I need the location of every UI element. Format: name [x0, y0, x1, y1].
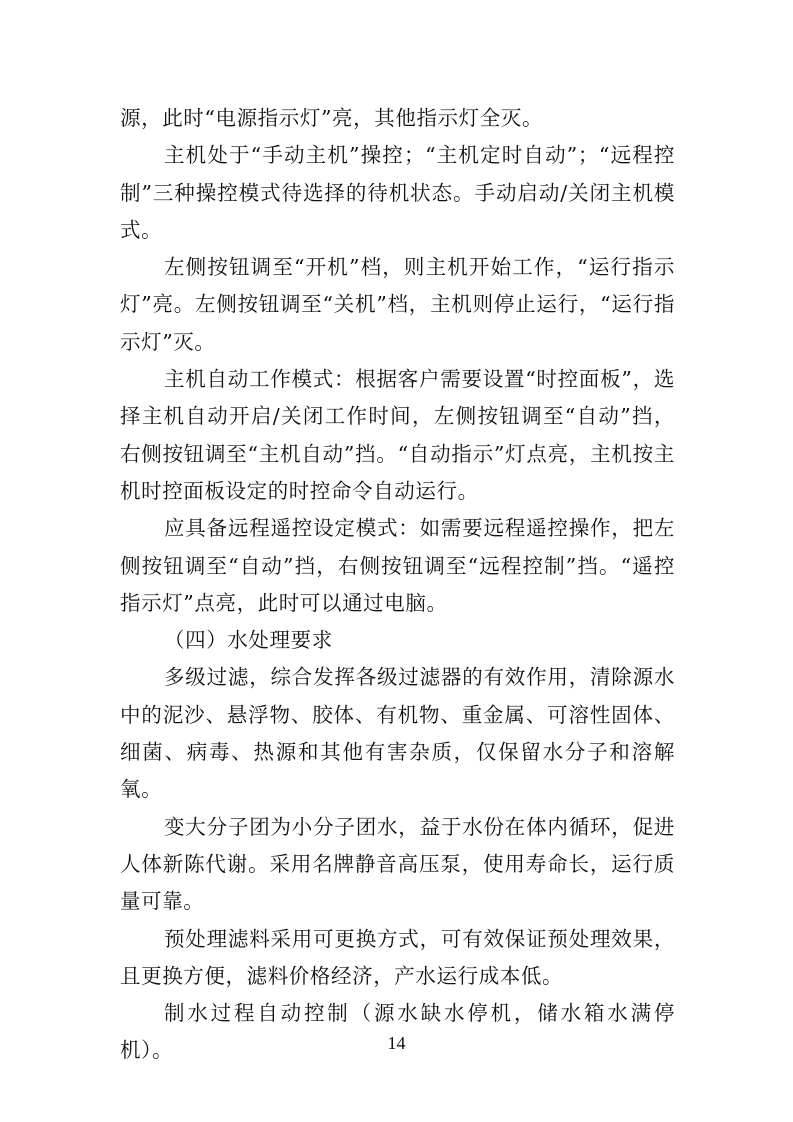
paragraph-small-molecule-water: 变大分子团为小分子团水，益于水份在体内循环，促进人体新陈代谢。采用名牌静音高压泵，使用寿命长，运行质量可靠。 — [120, 814, 675, 914]
body-text — [120, 100, 675, 1070]
paragraph-filtration: 多级过滤，综合发挥各级过滤器的有效作用，清除源水中的泥沙、悬浮物、胶体、有机物、重金属、可溶性固体、细菌、病毒、热源和其他有害杂质，仅保留水分子和溶解氧。 — [120, 665, 675, 802]
paragraph-pretreatment: 预处理滤料采用可更换方式，可有效保证预处理效果，且更换方便，滤料价格经济，产水运行成本低。 — [120, 926, 675, 988]
section-heading-water-treatment: （四）水处理要求 — [164, 628, 333, 653]
page-number: 14 — [387, 1033, 406, 1053]
paragraph-manual-mode: 左侧按钮调至“开机”档，则主机开始工作，“运行指示灯”亮。左侧按钮调至“关机”档，主机则停止运行，“运行指示灯”灭。 — [120, 255, 675, 354]
paragraph-standby-modes: 主机处于“手动主机”操控；“主机定时自动”；“远程控制”三种操控模式待选择的待机状态。手动启动/关闭主机模式。 — [120, 143, 675, 242]
paragraph-auto-control: 制水过程自动控制（源水缺水停机，储水箱水满停机）。 — [120, 1001, 675, 1063]
paragraph-remote-mode: 应具备远程遥控设定模式：如需要远程遥控操作，把左侧按钮调至“自动”挡，右侧按钮调至“远程控制”挡。“遥控指示灯”点亮，此时可以通过电脑。 — [120, 516, 675, 615]
paragraph-power-indicator: 源，此时“电源指示灯”亮，其他指示灯全灭。 — [120, 106, 544, 130]
paragraph-auto-mode: 主机自动工作模式：根据客户需要设置“时控面板”，选择主机自动开启/关闭工作时间，左侧按钮调至“自动”挡，右侧按钮调至“主机自动”挡。“自动指示”灯点亮，主机按主机时控面板设定的时控命令自动运行。 — [120, 367, 675, 503]
